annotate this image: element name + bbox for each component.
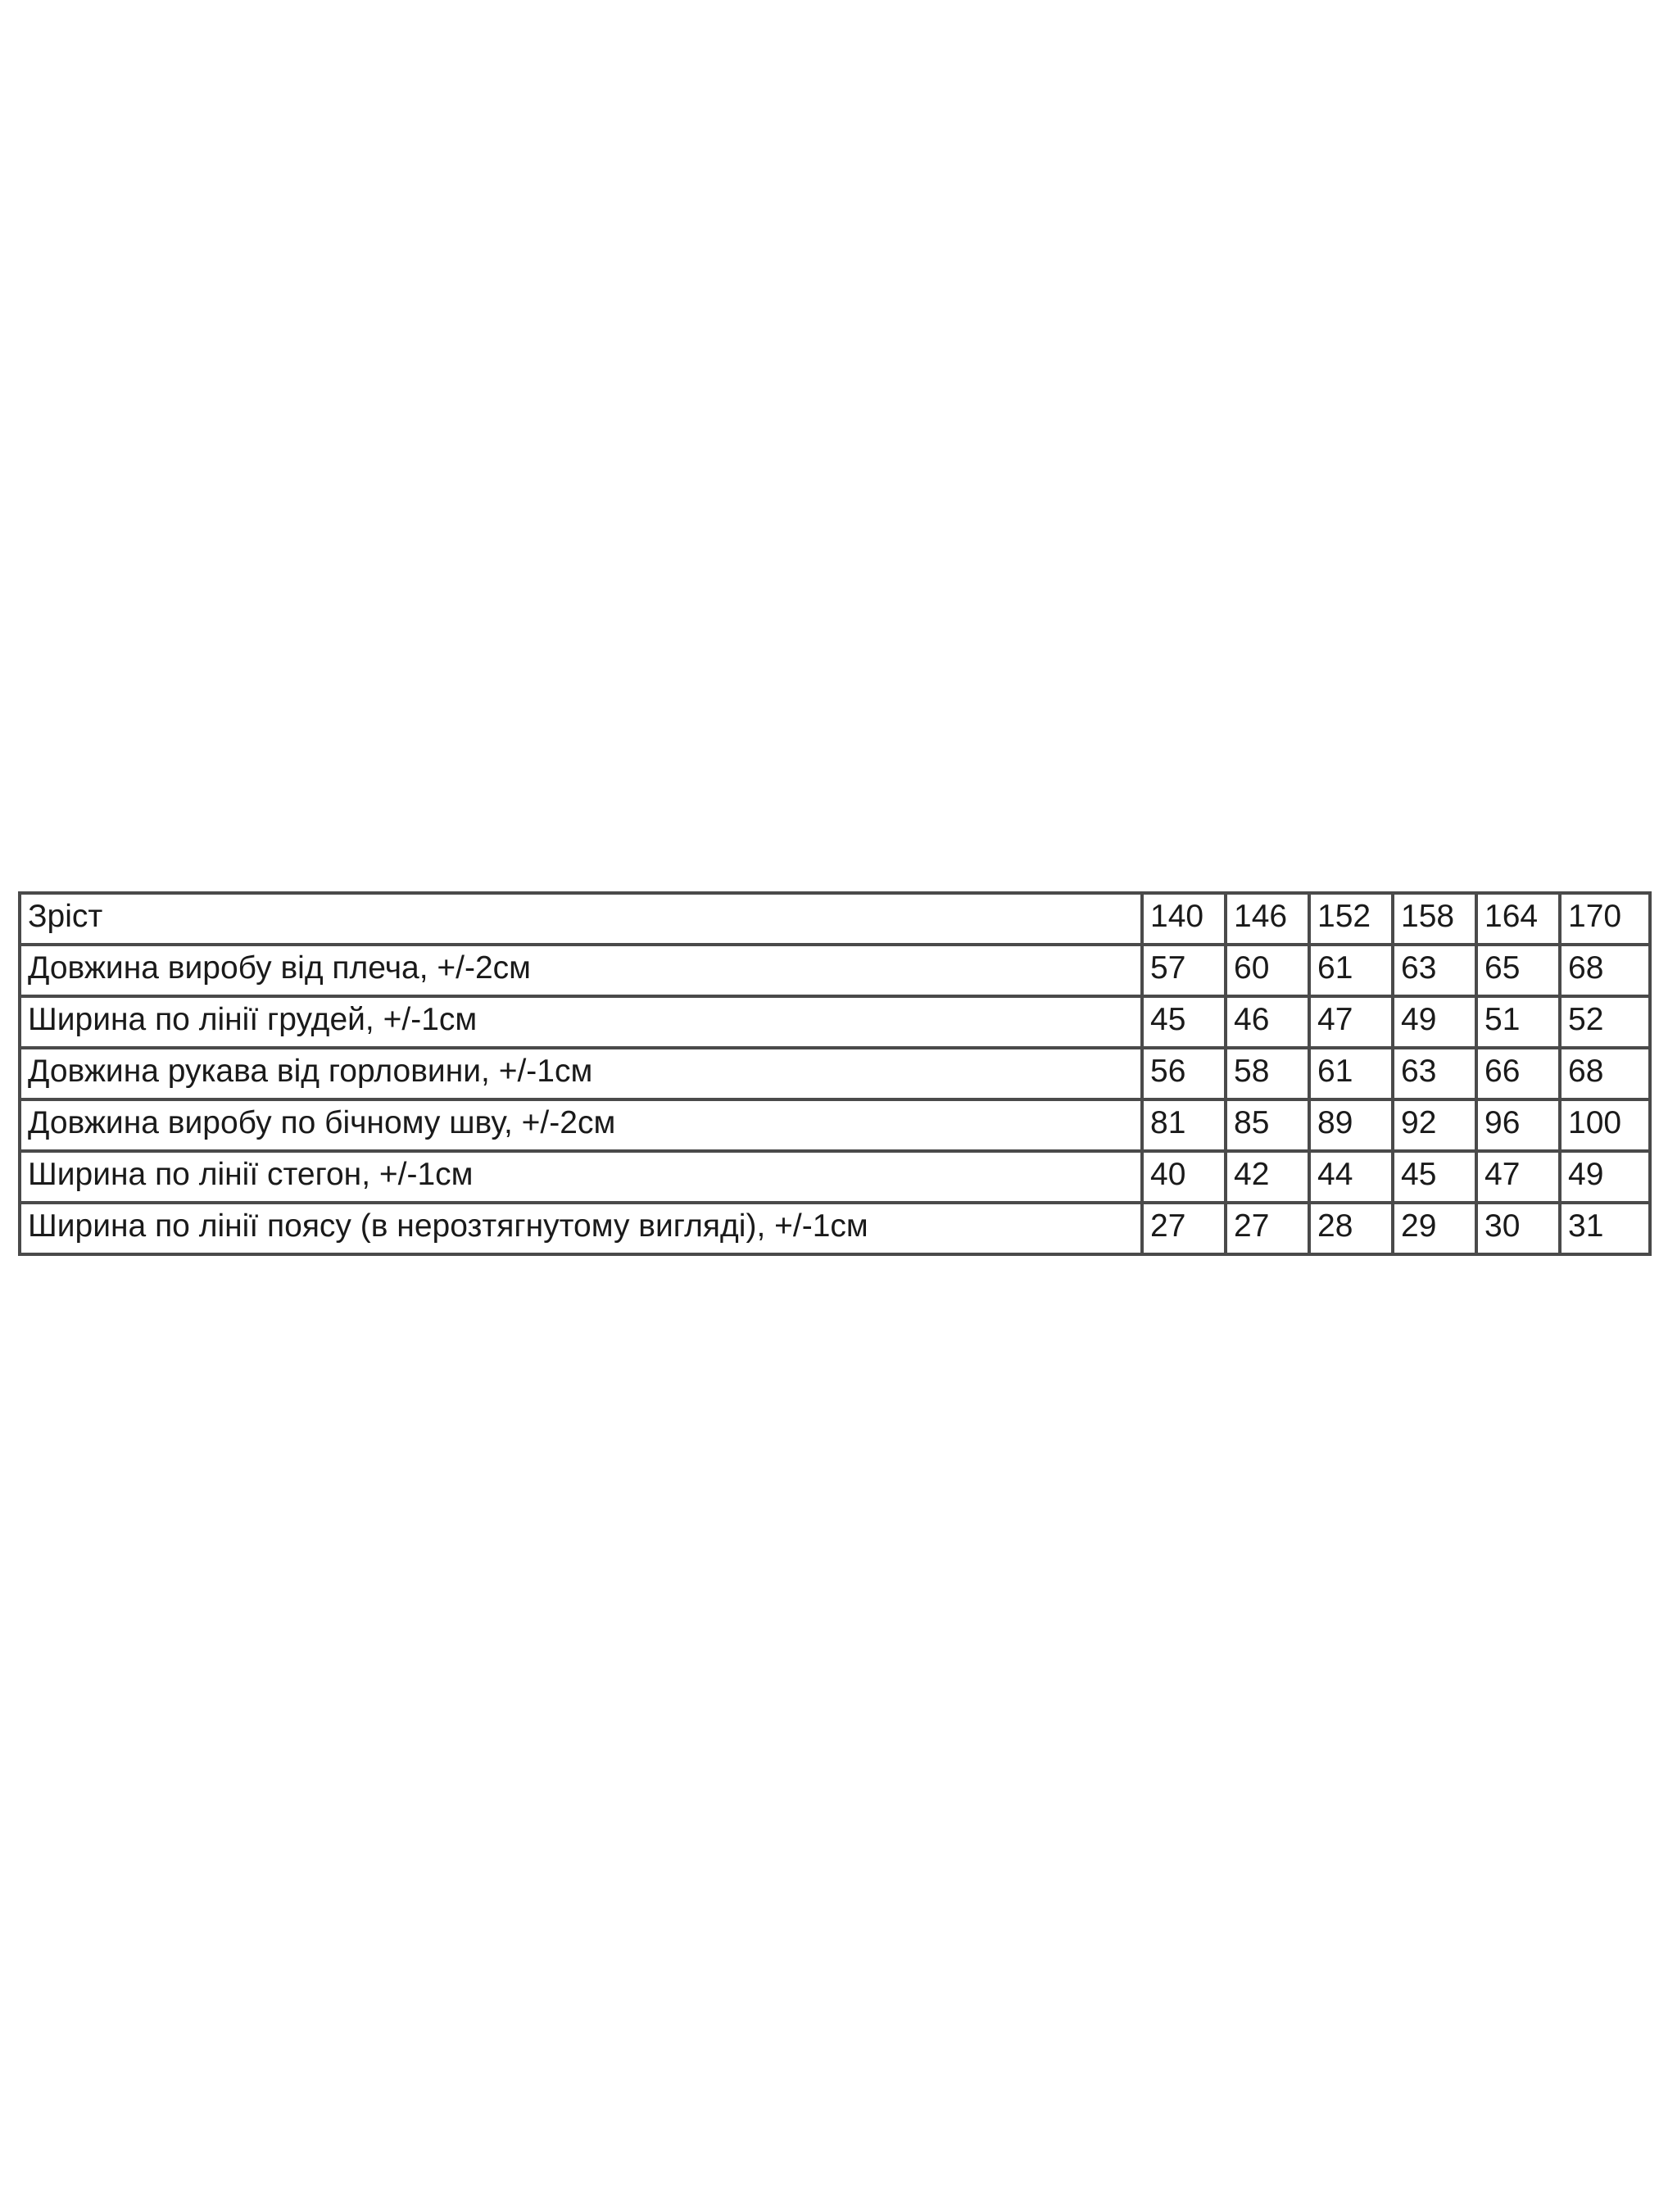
row-value: 31 bbox=[1560, 1203, 1650, 1254]
row-value: 40 bbox=[1142, 1151, 1226, 1203]
row-value: 170 bbox=[1560, 893, 1650, 945]
table-body bbox=[20, 893, 1650, 1254]
table-row bbox=[20, 945, 1650, 996]
row-value: 68 bbox=[1560, 1048, 1650, 1099]
row-value: 63 bbox=[1393, 945, 1476, 996]
row-value: 47 bbox=[1309, 996, 1393, 1048]
row-value: 49 bbox=[1560, 1151, 1650, 1203]
row-value: 49 bbox=[1393, 996, 1476, 1048]
table-row bbox=[20, 1151, 1650, 1203]
row-value: 140 bbox=[1142, 893, 1226, 945]
row-value: 96 bbox=[1476, 1099, 1560, 1151]
row-value: 85 bbox=[1226, 1099, 1309, 1151]
row-value: 30 bbox=[1476, 1203, 1560, 1254]
row-label: Довжина рукава від горловини, +/-1см bbox=[20, 1048, 1142, 1099]
row-value: 57 bbox=[1142, 945, 1226, 996]
row-value: 44 bbox=[1309, 1151, 1393, 1203]
row-value: 100 bbox=[1560, 1099, 1650, 1151]
row-value: 42 bbox=[1226, 1151, 1309, 1203]
row-value: 65 bbox=[1476, 945, 1560, 996]
row-value: 146 bbox=[1226, 893, 1309, 945]
table-row bbox=[20, 893, 1650, 945]
row-value: 27 bbox=[1142, 1203, 1226, 1254]
row-label: Зріст bbox=[20, 893, 1142, 945]
row-label: Довжина виробу від плеча, +/-2см bbox=[20, 945, 1142, 996]
row-value: 47 bbox=[1476, 1151, 1560, 1203]
row-value: 28 bbox=[1309, 1203, 1393, 1254]
row-value: 152 bbox=[1309, 893, 1393, 945]
row-value: 158 bbox=[1393, 893, 1476, 945]
row-value: 58 bbox=[1226, 1048, 1309, 1099]
row-value: 89 bbox=[1309, 1099, 1393, 1151]
table-row bbox=[20, 996, 1650, 1048]
row-value: 51 bbox=[1476, 996, 1560, 1048]
row-value: 66 bbox=[1476, 1048, 1560, 1099]
row-value: 45 bbox=[1142, 996, 1226, 1048]
row-value: 61 bbox=[1309, 1048, 1393, 1099]
row-value: 27 bbox=[1226, 1203, 1309, 1254]
row-value: 63 bbox=[1393, 1048, 1476, 1099]
row-label: Ширина по лінії грудей, +/-1см bbox=[20, 996, 1142, 1048]
row-value: 60 bbox=[1226, 945, 1309, 996]
row-label: Ширина по лінії стегон, +/-1см bbox=[20, 1151, 1142, 1203]
row-label: Ширина по лінії поясу (в нерозтягнутому вигляді), +/-1см bbox=[20, 1203, 1142, 1254]
row-value: 45 bbox=[1393, 1151, 1476, 1203]
table-row bbox=[20, 1203, 1650, 1254]
size-chart-container bbox=[18, 891, 1644, 1256]
row-value: 56 bbox=[1142, 1048, 1226, 1099]
row-value: 61 bbox=[1309, 945, 1393, 996]
size-measurements-table bbox=[18, 891, 1652, 1256]
table-row bbox=[20, 1099, 1650, 1151]
table-row bbox=[20, 1048, 1650, 1099]
row-value: 92 bbox=[1393, 1099, 1476, 1151]
row-value: 52 bbox=[1560, 996, 1650, 1048]
row-value: 29 bbox=[1393, 1203, 1476, 1254]
row-value: 68 bbox=[1560, 945, 1650, 996]
row-value: 164 bbox=[1476, 893, 1560, 945]
row-label: Довжина виробу по бічному шву, +/-2см bbox=[20, 1099, 1142, 1151]
row-value: 46 bbox=[1226, 996, 1309, 1048]
row-value: 81 bbox=[1142, 1099, 1226, 1151]
